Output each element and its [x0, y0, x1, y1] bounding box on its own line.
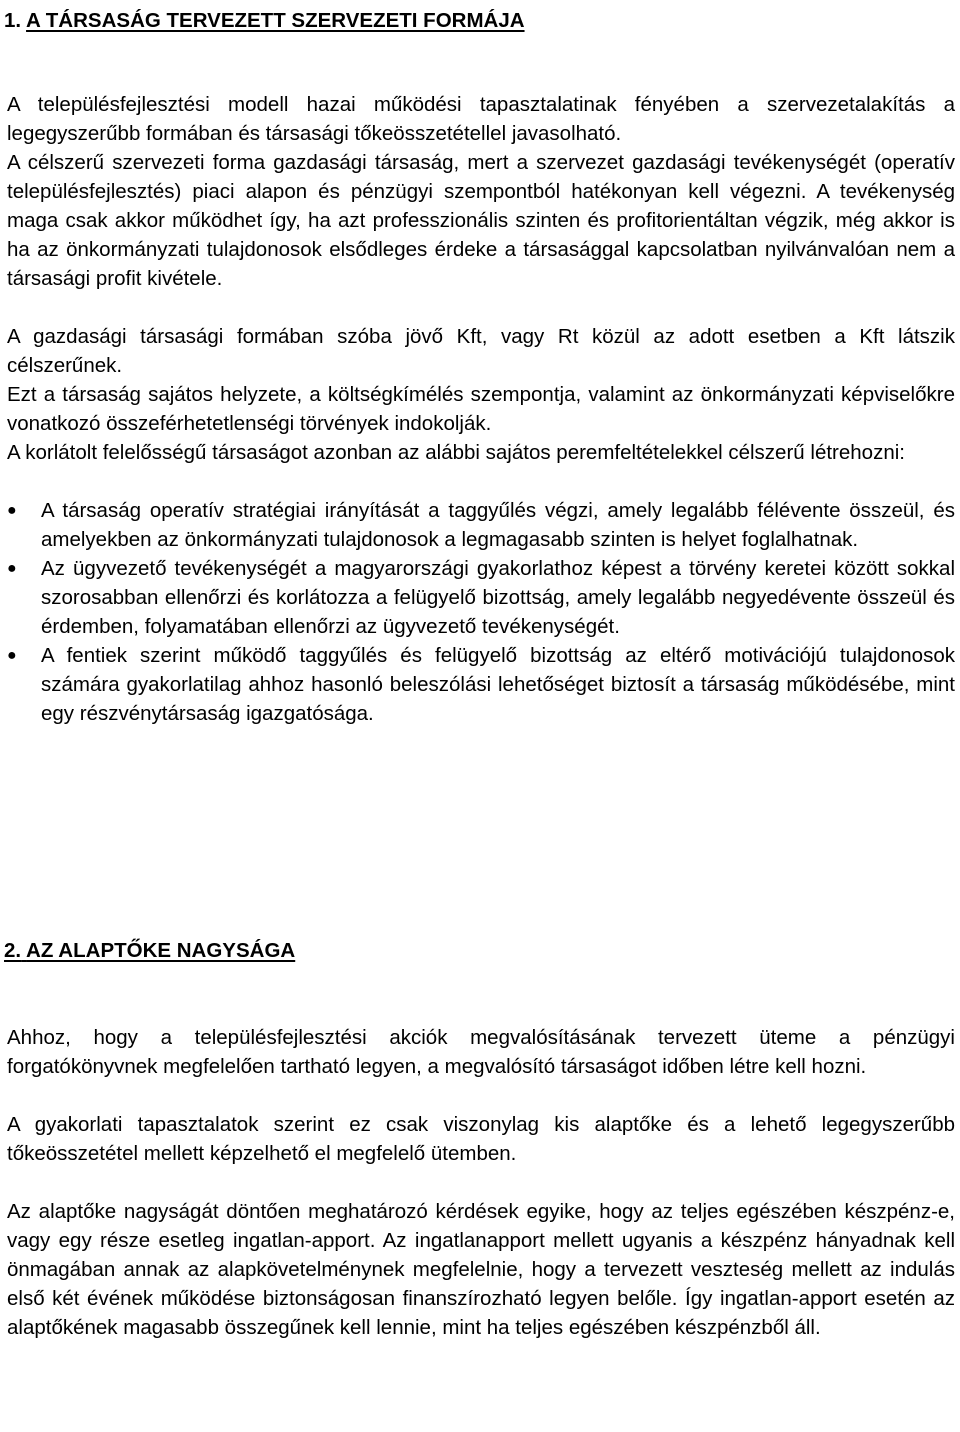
list-item: [7, 554, 955, 641]
bullet-icon: ●: [7, 502, 17, 519]
list-item-text: A társaság operatív stratégiai irányítását a taggyűlés végzi, amely legalább félévente összeül, és amelyekben az önkormányzati tulajdonosok a legmagasabb szinten is helyet foglalhatnak.: [41, 499, 955, 551]
section-1-number: 1.: [4, 9, 22, 32]
section-2-number: 2.: [4, 939, 22, 962]
section-1-paragraph-4: Ezt a társaság sajátos helyzete, a költségkímélés szempontja, valamint az önkormányzati képviselőkre vonatkozó összeférhetetlenségi törvények indokolják.: [7, 383, 955, 435]
requirements-list: [7, 496, 955, 728]
list-item-text: Az ügyvezető tevékenységét a magyarországi gyakorlathoz képest a törvény keretei között sokkal szorosabban ellenőrzi és korlátozza a felügyelő bizottság, amely legalább negyedévente összeül és érdemben, folyamatában ellenőrzi az ügyvezető tevékenységét.: [41, 557, 955, 638]
bullet-icon: ●: [7, 560, 17, 577]
section-2-paragraph-3: Az alaptőke nagyságát döntően meghatározó kérdések egyike, hogy az teljes egészében készpénz-e, vagy egy része esetleg ingatlan-apport. Az ingatlanapport mellett ugyanis a készpénz hányadnak kell önmagában annak az alapkövetelménynek megfelelnie, hogy a tervezett veszteség mellett az indulás első két évének működése biztonságosan finanszírozható legyen belőle. Így ingatlan-apport esetén az alaptőkének magasabb összegűnek kell lennie, mint ha teljes egészében készpénzből áll.: [7, 1200, 955, 1339]
section-1-paragraph-2: A célszerű szervezeti forma gazdasági társaság, mert a szervezet gazdasági tevékenységét (operatív településfejlesztés) piaci alapon és pénzügyi szempontból hatékonyan kell végezni. A tevékenység maga csak akkor működhet így, ha azt professzionális szinten és profitorientáltan végzik, még akkor is ha az önkormányzati tulajdonosok elsődleges érdeke a társasággal kapcsolatban nyilvánvalóan nem a társasági profit kivétele.: [7, 151, 955, 290]
section-2-heading-text: [4, 939, 295, 962]
section-2-paragraph-2: A gyakorlati tapasztalatok szerint ez csak viszonylag kis alaptőke és a lehető legegyszerűbb tőkeösszetétel mellett képzelhető el megfelelő ütemben.: [7, 1113, 955, 1165]
section-2-body: [7, 1023, 955, 1342]
section-2-heading: [4, 936, 295, 965]
list-item: [7, 496, 955, 554]
list-item-text: A fentiek szerint működő taggyűlés és felügyelő bizottság az eltérő motivációjú tulajdonosok számára gyakorlatilag ahhoz hasonló beleszólási lehetőséget biztosít a társaság működésébe, mint egy részvénytársaság igazgatósága.: [41, 644, 955, 725]
section-1-heading: [4, 6, 525, 35]
section-1-paragraph-5: A korlátolt felelősségű társaságot azonban az alábbi sajátos peremfeltételekkel célszerű létrehozni:: [7, 441, 905, 464]
section-2-paragraph-1: Ahhoz, hogy a településfejlesztési akciók megvalósításának tervezett üteme a pénzügyi forgatókönyvnek megfelelően tartható legyen, a megvalósító társaságot időben létre kell hozni.: [7, 1026, 955, 1078]
list-item: [7, 641, 955, 728]
bullet-icon: ●: [7, 647, 17, 664]
section-1-title: A TÁRSASÁG TERVEZETT SZERVEZETI FORMÁJA: [26, 9, 525, 32]
section-1-body: [7, 90, 955, 728]
section-2-title: AZ ALAPTŐKE NAGYSÁGA: [26, 939, 296, 962]
section-1-paragraph-1: A településfejlesztési modell hazai működési tapasztalatinak fényében a szervezetalakítás a legegyszerűbb formában és társasági tőkeösszetétellel javasolható.: [7, 93, 955, 145]
section-1-paragraph-3: A gazdasági társasági formában szóba jövő Kft, vagy Rt közül az adott esetben a Kft látszik célszerűnek.: [7, 325, 955, 377]
